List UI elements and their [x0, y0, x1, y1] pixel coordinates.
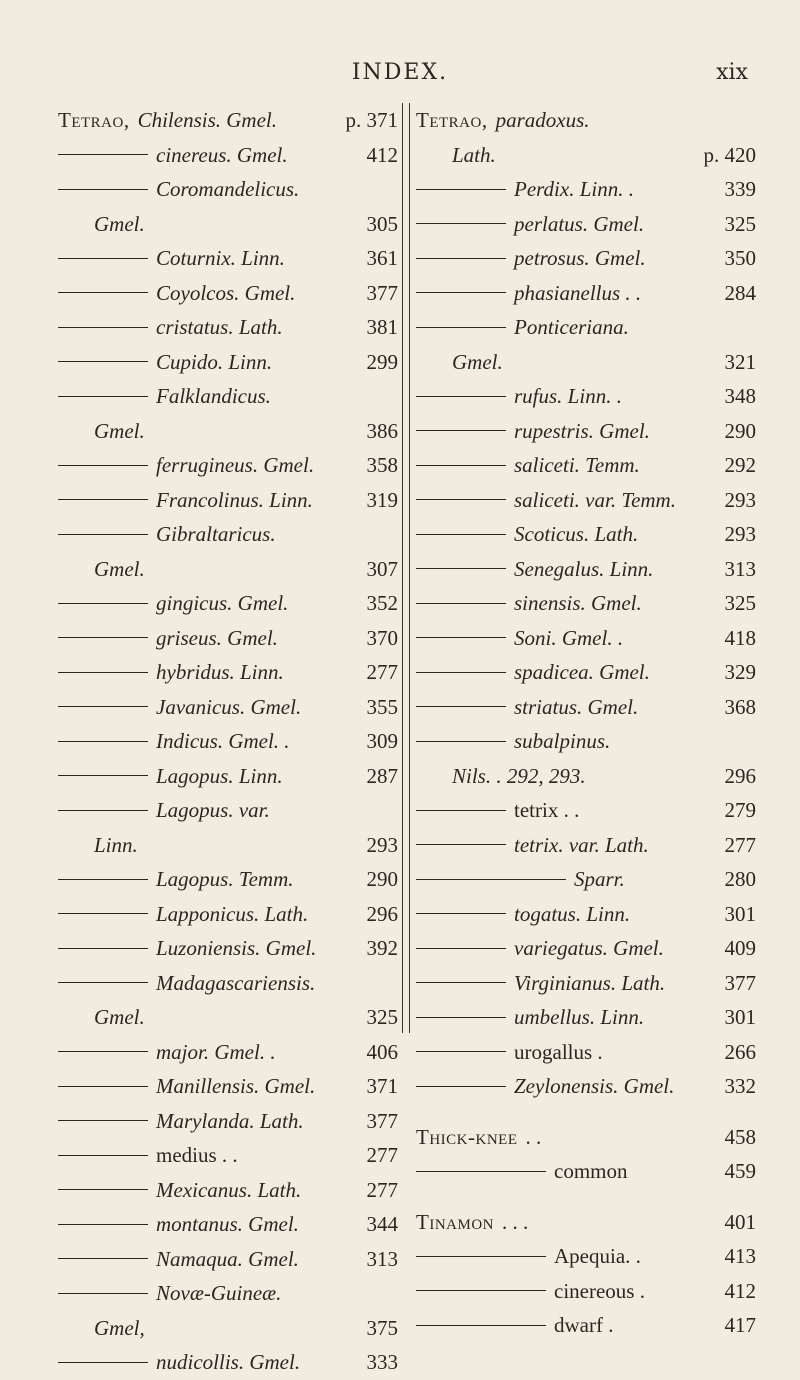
- entry-page-number: 458: [724, 1124, 756, 1149]
- entry-name: Coturnix. Linn.: [156, 246, 285, 270]
- ditto-rule: [58, 154, 148, 155]
- entry-continuation: Gmel,: [94, 1315, 145, 1340]
- entry-page-number: 409: [724, 936, 756, 960]
- index-entry: [58, 690, 398, 725]
- index-entry: [416, 310, 756, 345]
- entry-page-number: 293: [724, 487, 756, 512]
- index-entry: [416, 931, 756, 966]
- index-entry: [58, 828, 398, 863]
- ditto-rule: [416, 258, 506, 259]
- entry-name: ferrugineus. Gmel.: [156, 453, 315, 477]
- entry-page-number: 284: [724, 280, 756, 305]
- ditto-rule: [58, 396, 148, 397]
- index-entry: [58, 1242, 398, 1277]
- index-entry: [58, 931, 398, 966]
- entry-page-number: 309: [366, 729, 398, 753]
- ditto-rule: [58, 327, 148, 328]
- ditto-rule: [416, 637, 506, 638]
- ditto-rule: [58, 810, 148, 811]
- entry-continuation: Gmel.: [94, 211, 145, 236]
- index-entry: [416, 1069, 756, 1104]
- ditto-rule: [58, 1224, 148, 1225]
- index-entry: [416, 966, 756, 1001]
- entry-name: Lapponicus. Lath.: [156, 901, 309, 926]
- index-entry: [416, 103, 756, 138]
- index-column-left: [58, 103, 398, 1380]
- entry-name: tetrix. var. Lath.: [514, 832, 649, 857]
- ditto-rule: [58, 1155, 148, 1156]
- ditto-rule: [416, 948, 506, 949]
- entry-name: striatus. Gmel.: [514, 694, 639, 719]
- ditto-rule: [416, 844, 506, 845]
- ditto-rule: [416, 396, 506, 397]
- entry-page-number: 368: [724, 694, 756, 719]
- entry-name: Senegalus. Linn.: [514, 556, 654, 581]
- entry-name: Chilensis. Gmel.: [137, 108, 277, 132]
- entry-name: rupestris. Gmel.: [514, 418, 650, 443]
- entry-name: hybridus. Linn.: [156, 660, 284, 684]
- entry-page-number: 355: [366, 694, 398, 719]
- ditto-rule: [416, 982, 506, 983]
- ditto-rule: [58, 1120, 148, 1121]
- entry-continuation: Gmel.: [452, 349, 503, 374]
- entry-page-number: 386: [366, 418, 398, 443]
- entry-continuation: Gmel.: [94, 1005, 145, 1029]
- index-entry: [58, 793, 398, 828]
- index-entry: [58, 862, 398, 897]
- page-header: [0, 60, 800, 100]
- entry-name: perlatus. Gmel.: [514, 211, 645, 236]
- index-entry: [416, 414, 756, 449]
- entry-name: Manillensis. Gmel.: [156, 1074, 316, 1098]
- entry-page-number: 266: [724, 1039, 756, 1064]
- entry-name: Coyolcos. Gmel.: [156, 280, 296, 305]
- page-title: INDEX.: [351, 60, 449, 85]
- entry-page-number: 277: [366, 1143, 398, 1167]
- entry-name: Scoticus. Lath.: [514, 522, 639, 546]
- ditto-rule: [416, 810, 506, 811]
- entry-page-number: 307: [366, 556, 398, 581]
- index-entry: [416, 793, 756, 828]
- entry-page-number: 377: [366, 1108, 398, 1133]
- ditto-rule: [416, 534, 506, 535]
- entry-name: spadicea. Gmel.: [514, 660, 650, 684]
- entry-page-number: 375: [366, 1315, 398, 1340]
- entry-name: Madagascariensis.: [156, 970, 316, 995]
- index-entry: [58, 1000, 398, 1035]
- ditto-rule: [416, 603, 506, 604]
- index-entry: [416, 552, 756, 587]
- index-entry: [416, 621, 756, 656]
- entry-name: cinereous .: [554, 1278, 645, 1303]
- index-entry: [416, 897, 756, 932]
- entry-page-number: 301: [724, 901, 756, 926]
- entry-name: Zeylonensis. Gmel.: [514, 1074, 675, 1098]
- entry-name: Javanicus. Gmel.: [156, 694, 302, 719]
- ditto-rule: [58, 879, 148, 880]
- index-entry: [416, 1274, 756, 1309]
- entry-name: subalpinus.: [514, 729, 611, 753]
- ditto-rule: [58, 499, 148, 500]
- entry-name: Indicus. Gmel. .: [156, 729, 290, 753]
- entry-name: tetrix . .: [514, 798, 580, 822]
- entry-name: Virginianus. Lath.: [514, 970, 666, 995]
- index-entry: [416, 1120, 756, 1155]
- ditto-rule: [58, 775, 148, 776]
- index-entry: [416, 138, 756, 173]
- entry-name: Cupido. Linn.: [156, 349, 273, 374]
- entry-name: Francolinus. Linn.: [156, 487, 313, 512]
- index-entry: [416, 1000, 756, 1035]
- entry-page-number: 412: [724, 1278, 756, 1303]
- index-entry: [58, 655, 398, 690]
- index-entry: [416, 1035, 756, 1070]
- entry-name: montanus. Gmel.: [156, 1212, 299, 1236]
- index-entry: [58, 1104, 398, 1139]
- ditto-rule: [58, 1189, 148, 1190]
- ditto-rule: [58, 361, 148, 362]
- entry-page-number: 287: [366, 763, 398, 788]
- index-entry: [58, 1035, 398, 1070]
- index-entry: [58, 1173, 398, 1208]
- index-entry: [416, 862, 756, 897]
- entry-name: rufus. Linn. .: [514, 384, 622, 408]
- ditto-rule: [58, 982, 148, 983]
- index-entry: [58, 1207, 398, 1242]
- entry-name: sinensis. Gmel.: [514, 591, 642, 615]
- entry-page-number: 350: [724, 246, 756, 270]
- index-entry: [416, 483, 756, 518]
- ditto-rule: [58, 1086, 148, 1087]
- index-entry: [416, 1205, 756, 1240]
- entry-page-number: 299: [366, 349, 398, 374]
- index-entry: [58, 897, 398, 932]
- index-entry: [416, 586, 756, 621]
- entry-name: . . .: [502, 1209, 529, 1234]
- entry-name: cristatus. Lath.: [156, 315, 283, 339]
- ditto-rule: [416, 430, 506, 431]
- entry-page-number: 313: [724, 556, 756, 581]
- index-entry: [416, 379, 756, 414]
- ditto-rule: [58, 913, 148, 914]
- entry-heading: Tetrao,: [416, 108, 488, 132]
- entry-page-number: 339: [724, 177, 756, 201]
- entry-page-number: 413: [724, 1244, 756, 1268]
- ditto-rule: [416, 1290, 546, 1291]
- ditto-rule: [58, 706, 148, 707]
- ditto-rule: [58, 189, 148, 190]
- ditto-rule: [416, 465, 506, 466]
- entry-name: Lagopus. Linn.: [156, 763, 283, 788]
- entry-name: saliceti. Temm.: [514, 453, 640, 477]
- entry-page-number: 319: [366, 487, 398, 512]
- entry-continuation: Nils. . 292, 293.: [452, 763, 586, 788]
- index-entry: [58, 103, 398, 138]
- index-entry: [58, 1069, 398, 1104]
- ditto-rule: [416, 1017, 506, 1018]
- entry-page-number: 325: [366, 1005, 398, 1029]
- index-entry: [58, 172, 398, 207]
- entry-page-number: 277: [366, 1177, 398, 1202]
- entry-page-number: 290: [724, 418, 756, 443]
- ditto-rule: [416, 327, 506, 328]
- page-number: xix: [716, 60, 748, 85]
- entry-name: Luzoniensis. Gmel.: [156, 936, 317, 960]
- entry-page-number: 332: [724, 1074, 756, 1098]
- entry-name: variegatus. Gmel.: [514, 936, 664, 960]
- index-entry: [58, 241, 398, 276]
- index-entry: [416, 172, 756, 207]
- entry-page-number: 333: [366, 1350, 398, 1374]
- index-entry: [58, 138, 398, 173]
- ditto-rule: [416, 223, 506, 224]
- index-column-right: [416, 103, 756, 1343]
- ditto-rule: [416, 913, 506, 914]
- entry-page-number: 417: [724, 1313, 756, 1337]
- ditto-rule: [58, 258, 148, 259]
- entry-page-number: 377: [366, 280, 398, 305]
- ditto-rule: [58, 672, 148, 673]
- entry-page-number: 313: [366, 1246, 398, 1271]
- entry-page-number: 344: [366, 1212, 398, 1236]
- index-entry: [58, 414, 398, 449]
- ditto-rule: [58, 1258, 148, 1259]
- entry-continuation: Gmel.: [94, 418, 145, 443]
- index-entry: [58, 621, 398, 656]
- ditto-rule: [416, 568, 506, 569]
- index-entry: [416, 241, 756, 276]
- index-entry: [58, 1345, 398, 1380]
- ditto-rule: [416, 672, 506, 673]
- index-entry: [416, 1239, 756, 1274]
- entry-name: Apequia. .: [554, 1244, 641, 1268]
- entry-page-number: 277: [724, 832, 756, 857]
- entry-name: Falklandicus.: [156, 384, 271, 408]
- entry-page-number: p. 371: [345, 108, 398, 132]
- entry-name: Coromandelicus.: [156, 177, 300, 201]
- entry-page-number: 381: [366, 315, 398, 339]
- entry-heading: Tinamon: [416, 1209, 494, 1234]
- entry-page-number: p. 420: [703, 142, 756, 167]
- index-entry: [58, 310, 398, 345]
- entry-heading: Tetrao,: [58, 108, 130, 132]
- index-entry: [58, 552, 398, 587]
- entry-page-number: 412: [366, 142, 398, 167]
- index-entry: [58, 724, 398, 759]
- index-entry: [416, 759, 756, 794]
- entry-continuation: Lath.: [452, 142, 496, 167]
- entry-page-number: 406: [366, 1039, 398, 1064]
- index-entry: [416, 345, 756, 380]
- entry-continuation: Gmel.: [94, 556, 145, 581]
- entry-name: Namaqua. Gmel.: [156, 1246, 299, 1271]
- index-entry: [58, 448, 398, 483]
- entry-name: Lagopus. Temm.: [156, 867, 294, 891]
- entry-page-number: 305: [366, 211, 398, 236]
- entry-name: umbellus. Linn.: [514, 1005, 645, 1029]
- ditto-rule: [58, 292, 148, 293]
- entry-page-number: 293: [724, 522, 756, 546]
- index-entry: [416, 828, 756, 863]
- entry-page-number: 459: [724, 1159, 756, 1183]
- index-entry: [416, 517, 756, 552]
- ditto-rule: [416, 499, 506, 500]
- entry-page-number: 280: [724, 867, 756, 891]
- ditto-rule: [416, 741, 506, 742]
- index-entry: [58, 759, 398, 794]
- entry-page-number: 401: [724, 1209, 756, 1234]
- entry-page-number: 361: [366, 246, 398, 270]
- entry-page-number: 377: [724, 970, 756, 995]
- entry-name: paradoxus.: [495, 108, 590, 132]
- ditto-rule: [416, 292, 506, 293]
- entry-name: Novæ-Guineæ.: [156, 1281, 282, 1305]
- entry-name: Perdix. Linn. .: [514, 177, 634, 201]
- entry-name: Marylanda. Lath.: [156, 1108, 304, 1133]
- entry-page-number: 358: [366, 453, 398, 477]
- entry-page-number: 301: [724, 1005, 756, 1029]
- entry-page-number: 370: [366, 625, 398, 650]
- index-entry: [416, 655, 756, 690]
- entry-page-number: 290: [366, 867, 398, 891]
- ditto-rule: [416, 879, 566, 880]
- entry-name: . .: [525, 1124, 542, 1149]
- entry-heading: Thick-knee: [416, 1124, 518, 1149]
- ditto-rule: [58, 534, 148, 535]
- entry-page-number: 296: [724, 763, 756, 788]
- index-entry: [58, 1138, 398, 1173]
- index-entry: [58, 966, 398, 1001]
- ditto-rule: [58, 603, 148, 604]
- index-entry: [58, 1276, 398, 1311]
- entry-name: phasianellus . .: [514, 280, 642, 305]
- entry-page-number: 392: [366, 936, 398, 960]
- ditto-rule: [58, 1051, 148, 1052]
- ditto-rule: [58, 1362, 148, 1363]
- ditto-rule: [58, 1293, 148, 1294]
- ditto-rule: [416, 189, 506, 190]
- ditto-rule: [416, 1325, 546, 1326]
- entry-name: Sparr.: [574, 867, 625, 891]
- entry-name: togatus. Linn.: [514, 901, 631, 926]
- ditto-rule: [58, 741, 148, 742]
- entry-page-number: 418: [724, 625, 756, 650]
- entry-page-number: 321: [724, 349, 756, 374]
- entry-page-number: 329: [724, 660, 756, 684]
- entry-name: griseus. Gmel.: [156, 625, 278, 650]
- ditto-rule: [58, 948, 148, 949]
- ditto-rule: [416, 1051, 506, 1052]
- index-entry: [58, 1311, 398, 1346]
- entry-page-number: 348: [724, 384, 756, 408]
- entry-page-number: 325: [724, 211, 756, 236]
- index-entry: [416, 690, 756, 725]
- entry-name: gingicus. Gmel.: [156, 591, 289, 615]
- entry-page-number: 296: [366, 901, 398, 926]
- entry-page-number: 279: [724, 798, 756, 822]
- ditto-rule: [416, 1171, 546, 1172]
- entry-page-number: 325: [724, 591, 756, 615]
- entry-name: petrosus. Gmel.: [514, 246, 646, 270]
- index-entry: [58, 586, 398, 621]
- ditto-rule: [58, 637, 148, 638]
- entry-page-number: 277: [366, 660, 398, 684]
- entry-name: dwarf .: [554, 1313, 614, 1337]
- index-entry: [416, 1154, 756, 1189]
- entry-name: nudicollis. Gmel.: [156, 1350, 301, 1374]
- entry-name: urogallus .: [514, 1039, 603, 1064]
- entry-name: Gibraltaricus.: [156, 522, 276, 546]
- ditto-rule: [416, 1256, 546, 1257]
- index-entry: [416, 207, 756, 242]
- ditto-rule: [58, 465, 148, 466]
- index-entry: [416, 276, 756, 311]
- index-entry: [58, 207, 398, 242]
- entry-name: Lagopus. var.: [156, 798, 270, 822]
- index-entry: [416, 448, 756, 483]
- entry-name: Soni. Gmel. .: [514, 625, 624, 650]
- index-entry: [58, 379, 398, 414]
- index-entry: [416, 724, 756, 759]
- index-entry: [416, 1308, 756, 1343]
- ditto-rule: [416, 706, 506, 707]
- index-entry: [58, 345, 398, 380]
- entry-page-number: 352: [366, 591, 398, 615]
- entry-page-number: 371: [366, 1074, 398, 1098]
- entry-name: medius . .: [156, 1143, 238, 1167]
- index-entry: [58, 483, 398, 518]
- index-entry: [58, 517, 398, 552]
- ditto-rule: [416, 1086, 506, 1087]
- entry-page-number: 293: [366, 832, 398, 857]
- entry-name: common: [554, 1159, 628, 1183]
- entry-name: cinereus. Gmel.: [156, 142, 288, 167]
- index-entry: [58, 276, 398, 311]
- entry-name: major. Gmel. .: [156, 1039, 276, 1064]
- entry-name: Ponticeriana.: [514, 315, 629, 339]
- entry-name: Mexicanus. Lath.: [156, 1177, 302, 1202]
- entry-page-number: 292: [724, 453, 756, 477]
- entry-continuation: Linn.: [94, 832, 138, 857]
- entry-name: saliceti. var. Temm.: [514, 487, 676, 512]
- column-divider: [402, 103, 410, 1033]
